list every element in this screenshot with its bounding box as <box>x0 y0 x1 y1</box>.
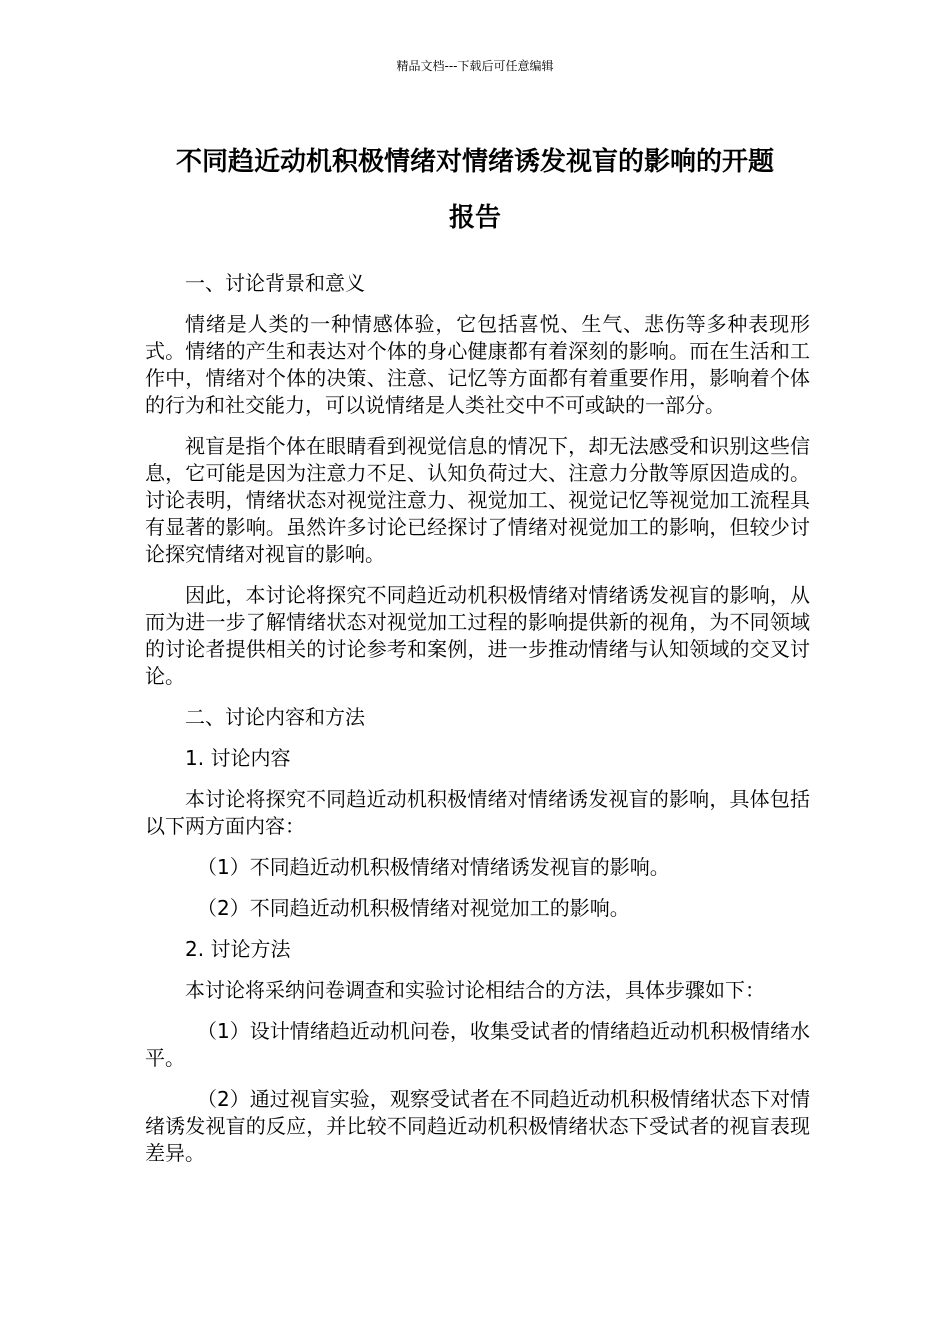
list-item-content-1: （1）不同趋近动机积极情绪对情绪诱发视盲的影响。 <box>197 855 670 879</box>
document-title <box>120 134 830 246</box>
paragraph-content-intro: 本讨论将探究不同趋近动机积极情绪对情绪诱发视盲的影响，具体包括以下两方面内容： <box>145 787 810 838</box>
section-heading-background: 一、讨论背景和意义 <box>185 271 365 295</box>
title-line-2: 报告 <box>448 203 501 233</box>
paragraph-purpose: 因此，本讨论将探究不同趋近动机积极情绪对情绪诱发视盲的影响，从而为进一步了解情绪状态对视觉加工过程的影响提供新的视角，为不同领域的讨论者提供相关的讨论参考和案例，进一步推动情绪与认知领域的交叉讨论。 <box>145 583 810 688</box>
section-heading-content-method: 二、讨论内容和方法 <box>185 705 365 729</box>
list-item-method-1: （1）设计情绪趋近动机问卷，收集受试者的情绪趋近动机积极情绪水平。 <box>145 1019 810 1070</box>
list-item-content-2: （2）不同趋近动机积极情绪对视觉加工的影响。 <box>197 896 630 920</box>
paragraph-emotion: 情绪是人类的一种情感体验，它包括喜悦、生气、悲伤等多种表现形式。情绪的产生和表达对个体的身心健康都有着深刻的影响。而在生活和工作中，情绪对个体的决策、注意、记忆等方面都有着重要作用，影响着个体的行为和社交能力，可以说情绪是人类社交中不可或缺的一部分。 <box>145 312 810 417</box>
paragraph-blindness: 视盲是指个体在眼睛看到视觉信息的情况下，却无法感受和识别这些信息，它可能是因为注意力不足、认知负荷过大、注意力分散等原因造成的。讨论表明，情绪状态对视觉注意力、视觉加工、视觉记忆等视觉加工流程具有显著的影响。虽然许多讨论已经探讨了情绪对视觉加工的影响，但较少讨论探究情绪对视盲的影响。 <box>145 434 810 566</box>
title-line-1: 不同趋近动机积极情绪对情绪诱发视盲的影响的开题 <box>175 147 774 177</box>
document-body <box>145 270 810 1181</box>
subsection-heading-content: 1. 讨论内容 <box>185 746 291 770</box>
paragraph-method-intro: 本讨论将采纳问卷调查和实验讨论相结合的方法，具体步骤如下： <box>185 978 765 1002</box>
list-item-method-2: （2）通过视盲实验，观察受试者在不同趋近动机积极情绪状态下对情绪诱发视盲的反应，并比较不同趋近动机积极情绪状态下受试者的视盲表现差异。 <box>145 1087 810 1165</box>
subsection-heading-method: 2. 讨论方法 <box>185 937 291 961</box>
page-header: 精品文档---下载后可任意编辑 <box>396 59 554 73</box>
